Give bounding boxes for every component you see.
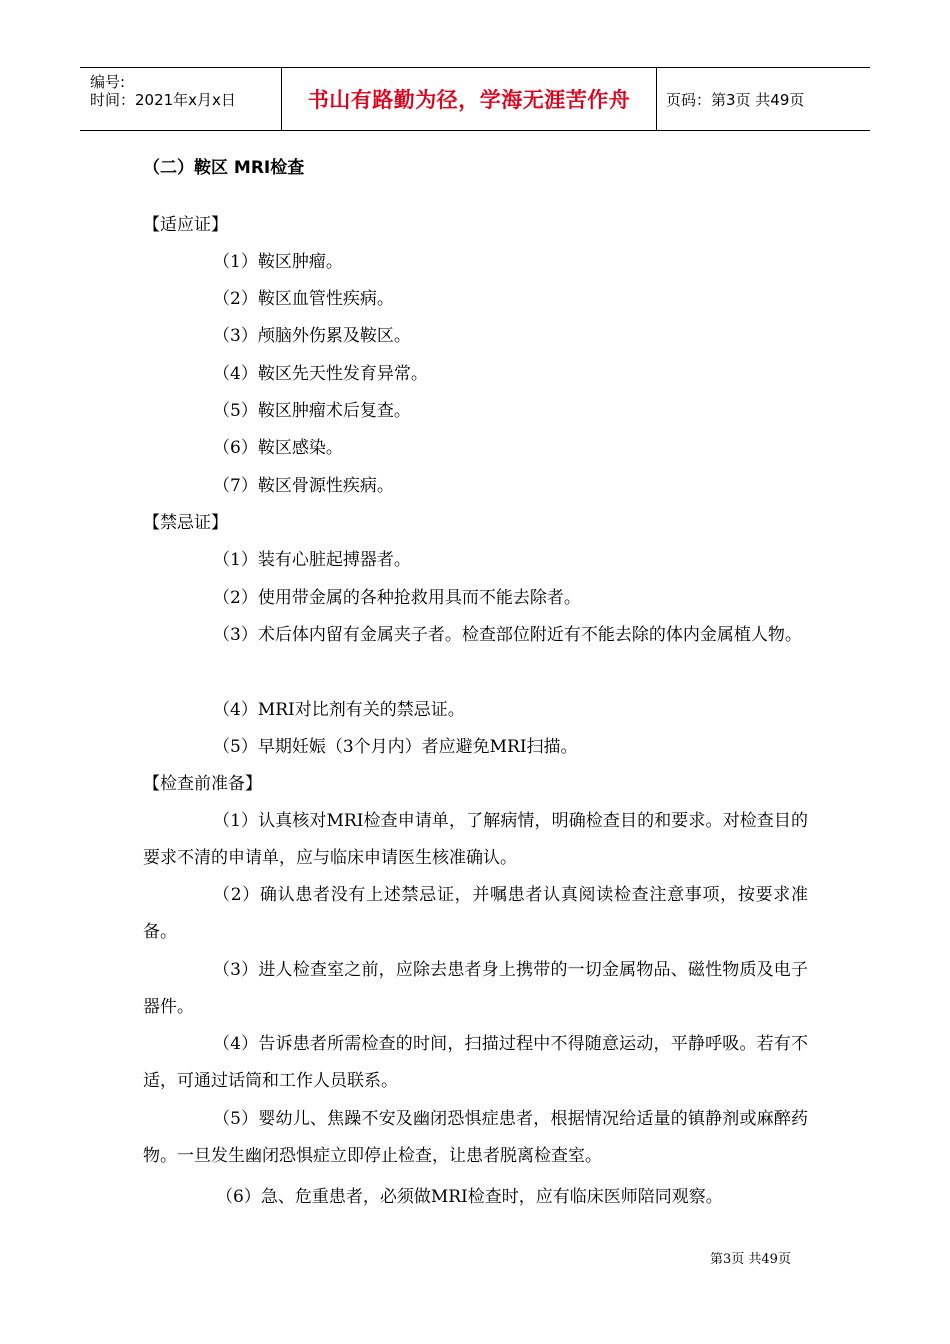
preparation-item: （4）告诉患者所需检查的时间，扫描过程中不得随意运动，平静呼吸。若有不适，可通过话筒和工作人员联系。 (143, 1034, 808, 1091)
contraindication-item: （1）装有心脏起搏器者。 (213, 550, 411, 570)
contraindication-item: （5）早期妊娠（3个月内）者应避免MRI扫描。 (213, 737, 578, 757)
indications-heading: 【适应证】 (143, 215, 228, 235)
indication-item: （6）鞍区感染。 (213, 438, 343, 458)
header-number: 编号: (90, 73, 126, 91)
preparation-heading: 【检查前准备】 (143, 774, 262, 794)
section-title: （二）鞍区 MRI检查 (143, 158, 305, 178)
indication-item: （3）颅脑外伤累及鞍区。 (213, 326, 411, 346)
preparation-item: （5）婴幼儿、焦躁不安及幽闭恐惧症患者，根据情况给适量的镇静剂或麻醉药物。一旦发生幽闭恐惧症立即停止检查，让患者脱离检查室。 (143, 1109, 808, 1166)
header-page: 页码：第3页 共49页 (666, 90, 805, 109)
indication-item: （7）鞍区骨源性疾病。 (213, 476, 394, 496)
indication-item: （2）鞍区血管性疾病。 (213, 289, 394, 309)
preparation-item: （2）确认患者没有上述禁忌证，并嘱患者认真阅读检查注意事项，按要求准备。 (143, 885, 808, 942)
contraindications-heading: 【禁忌证】 (143, 513, 228, 533)
header-motto: 书山有路勤为径，学海无涯苦作舟 (307, 88, 631, 112)
preparation-item: （6）急、危重患者，必须做MRI检查时，应有临床医师陪同观察。 (216, 1187, 723, 1207)
indication-item: （5）鞍区肿瘤术后复查。 (213, 401, 411, 421)
indication-item: （1）鞍区肿瘤。 (213, 252, 343, 272)
header-motto-cell (281, 68, 657, 130)
header-time: 时间：2021年x月x日 (90, 91, 236, 109)
header-page-cell (656, 68, 870, 130)
preparation-item: （1）认真核对MRI检查申请单，了解病情，明确检查目的和要求。对检查目的要求不清的申请单，应与临床申请医生核准确认。 (143, 811, 808, 868)
indication-item: （4）鞍区先天性发育异常。 (213, 364, 428, 384)
preparation-item: （3）进人检查室之前，应除去患者身上携带的一切金属物品、磁性物质及电子器件。 (143, 960, 808, 1017)
contraindication-item: （2）使用带金属的各种抢救用具而不能去除者。 (213, 588, 581, 608)
contraindication-item: （3）术后体内留有金属夹子者。检查部位附近有不能去除的体内金属植人物。 (213, 625, 802, 645)
page-footer: 第3页 共49页 (710, 1252, 791, 1267)
contraindication-item: （4）MRI对比剂有关的禁忌证。 (213, 700, 465, 720)
page-header (80, 67, 870, 131)
header-meta (80, 68, 280, 130)
